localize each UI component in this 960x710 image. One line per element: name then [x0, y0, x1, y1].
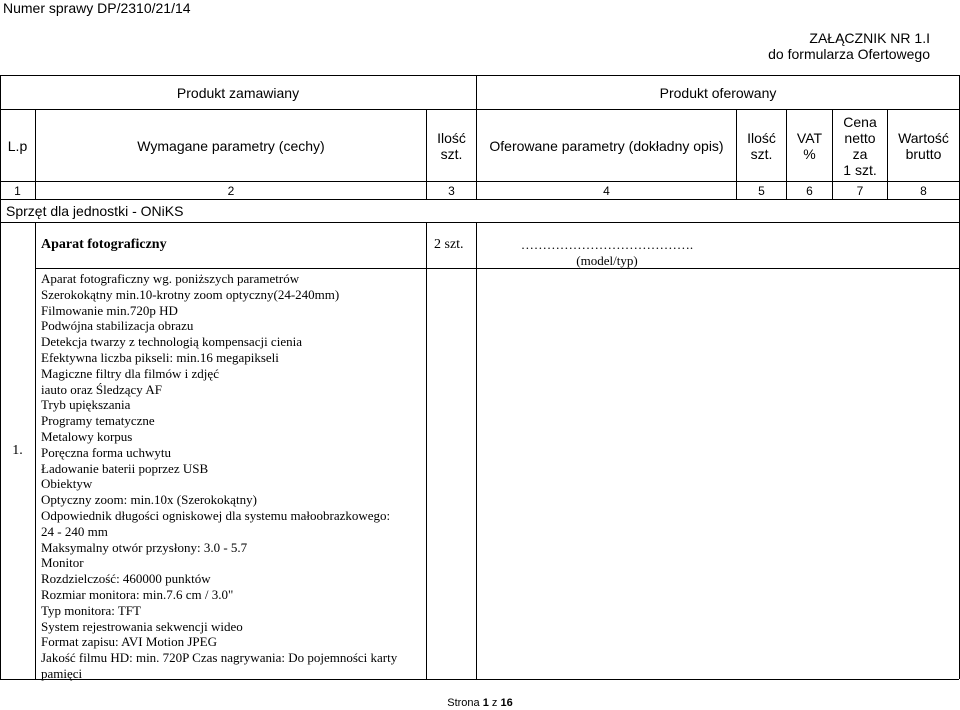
spec-item: Maksymalny otwór przysłony: 3.0 - 5.7: [41, 539, 248, 555]
col-header-text: Wartość: [898, 129, 949, 146]
col-number: 5: [758, 183, 765, 198]
col-header-gross-value: [888, 110, 959, 181]
col-header-text: netto: [844, 129, 876, 146]
section-title: Sprzęt dla jednostki - ONiKS: [6, 203, 184, 219]
col-number: 1: [14, 183, 21, 198]
spec-list: [41, 271, 421, 682]
spec-item: Programy tematyczne: [41, 413, 155, 429]
spec-item: Typ monitora: TFT: [41, 602, 141, 618]
spec-item: Obiektyw: [41, 476, 93, 492]
spec-item: Tryb upiększania: [41, 397, 131, 413]
case-number: Numer sprawy DP/2310/21/14: [3, 0, 191, 16]
page-footer: [0, 697, 960, 709]
spec-item: Optyczny zoom: min.10x (Szerokokątny): [41, 492, 257, 508]
spec-item: Jakość filmu HD: min. 720P Czas nagrywania: Do pojemności karty pamięci: [41, 650, 398, 681]
annex-line-1: ZAŁĄCZNIK NR 1.I: [809, 30, 930, 46]
col-number: 7: [856, 183, 864, 198]
offer-model-hint: (model/typ): [576, 253, 638, 268]
annex-line-2: do formularza Ofertowego: [768, 46, 930, 62]
col-header-offered-params: Oferowane parametry (dokładny opis): [489, 137, 724, 154]
col-header-text: brutto: [905, 145, 942, 162]
group-offered-header: Produkt oferowany: [659, 84, 777, 101]
grid-line: [35, 222, 36, 679]
col-header-text: Ilość: [437, 129, 466, 146]
col-header-net-price: [833, 110, 887, 181]
item-quantity: 2 szt.: [434, 237, 464, 252]
col-header-text: szt.: [750, 145, 773, 162]
spec-item: iauto oraz Śledzący AF: [41, 381, 162, 397]
grid-line: [426, 222, 427, 679]
item-name: Aparat fotograficzny: [41, 237, 167, 252]
spec-item: Poręczna forma uchwytu: [41, 444, 171, 460]
col-number: 2: [227, 183, 235, 198]
col-number: 8: [920, 183, 927, 198]
col-header-qty-ordered: [427, 110, 476, 181]
spec-item: Aparat fotograficzny wg. poniższych parametrów: [41, 271, 300, 286]
col-number: 6: [806, 183, 813, 198]
grid-line: [476, 222, 477, 679]
col-number: 3: [448, 183, 455, 198]
col-header-lp: L.p: [7, 137, 28, 154]
offer-model-dots: ………………………………….: [520, 237, 694, 252]
spec-item: Format zapisu: AVI Motion JPEG: [41, 634, 217, 650]
col-header-vat: [787, 110, 832, 181]
group-ordered-header: Produkt zamawiany: [176, 84, 300, 101]
current-page: 1: [482, 697, 489, 709]
col-header-qty-offered: [737, 110, 786, 181]
col-header-text: za: [852, 145, 868, 162]
col-number: 4: [603, 183, 610, 198]
col-header-text: Ilość: [747, 129, 776, 146]
spec-item: Efektywna liczba pikseli: min.16 megapikseli: [41, 349, 279, 365]
col-header-required-params: Wymagane parametry (cechy): [137, 137, 325, 154]
item-lp: 1.: [12, 443, 23, 458]
spec-item: Ładowanie baterii poprzez USB: [41, 460, 209, 476]
of-label: z: [491, 697, 498, 709]
col-header-text: Cena: [843, 113, 877, 130]
spec-item: Rozmiar monitora: min.7.6 cm / 3.0": [41, 586, 234, 602]
spec-item: Detekcja twarzy z technologią kompensacji cienia: [41, 334, 302, 350]
col-header-text: szt.: [440, 145, 463, 162]
total-pages: 16: [500, 697, 513, 709]
annex-label: [768, 30, 930, 62]
page-label: Strona: [447, 697, 480, 709]
spec-item: Monitor: [41, 555, 84, 571]
offer-model-field[interactable]: [482, 237, 732, 269]
spec-item: System rejestrowania sekwencji wideo: [41, 618, 243, 634]
grid-line: [0, 222, 959, 223]
spec-item: Metalowy korpus: [41, 428, 133, 444]
spec-item: Odpowiednik długości ogniskowej dla systemu małoobrazkowego:: [41, 507, 391, 523]
col-header-text: VAT: [796, 129, 823, 146]
spec-item: 24 - 240 mm: [41, 523, 108, 539]
spec-item: Filmowanie min.720p HD: [41, 302, 178, 318]
spec-item: Szerokokątny min.10-krotny zoom optyczny(24-240mm): [41, 286, 340, 302]
spec-item: Rozdzielczość: 460000 punktów: [41, 571, 211, 587]
spec-item: Magiczne filtry dla filmów i zdjęć: [41, 365, 219, 381]
col-header-text: %: [803, 145, 816, 162]
spec-item: Podwójna stabilizacja obrazu: [41, 318, 194, 334]
col-header-text: 1 szt.: [843, 161, 877, 178]
